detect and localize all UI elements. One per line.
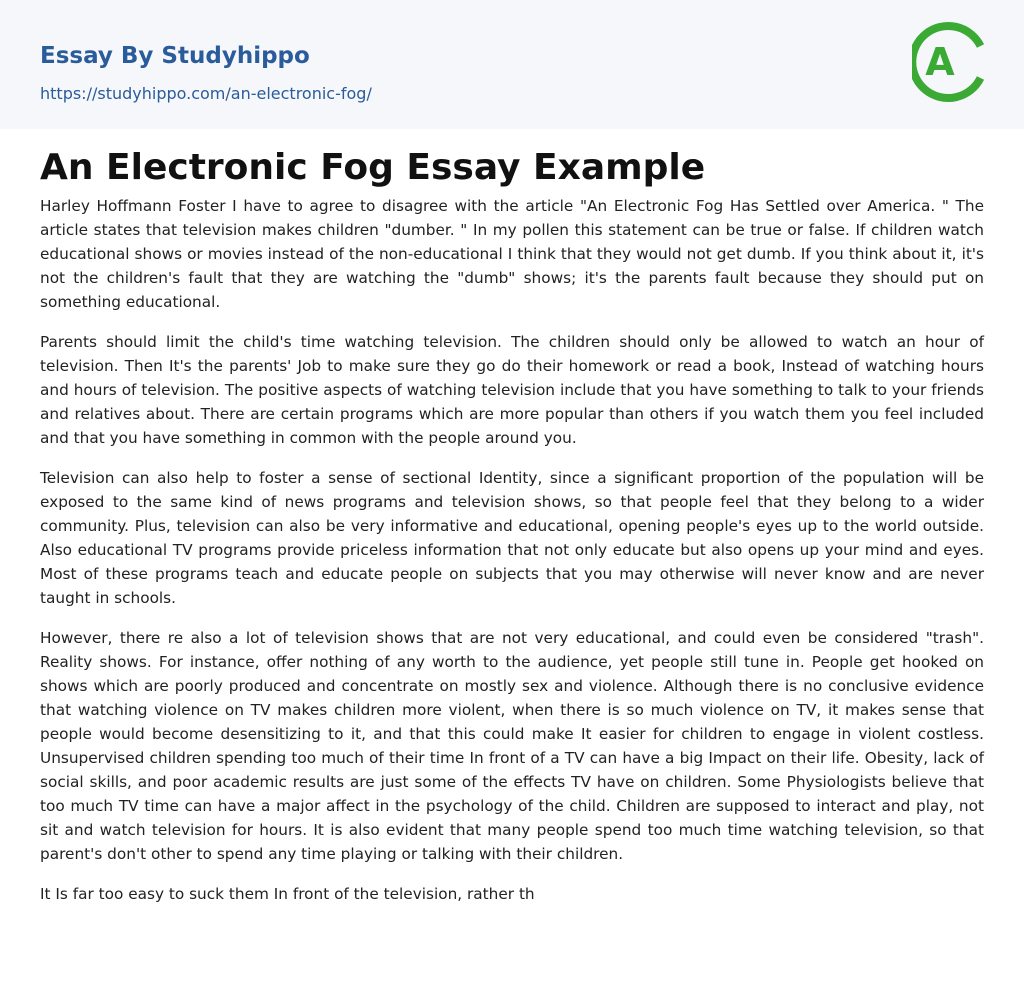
site-header: [0, 0, 1024, 129]
studyhippo-logo-icon[interactable]: [912, 19, 986, 105]
article-body: [0, 129, 1024, 906]
article-paragraph-4: However, there re also a lot of television shows that are not very educational, and could even be considered "trash". Reality shows. For instance, offer nothing of any worth to the audience, yet people still tune in. People get hooked on shows which are poorly produced and concentrate on mostly sex and violence. Although there is no conclusive evidence that watching violence on TV makes children more violent, when there is so much violence on TV, it makes sense that people would become desensitizing to it, and that this could make It easier for children to engage in violent costless. Unsupervised children spending too much of their time In front of a TV can have a big Impact on their life. Obesity, lack of social skills, and poor academic results are just some of the effects TV have on children. Some Physiologists believe that too much TV time can have a major affect in the psychology of the child. Children are supposed to interact and play, not sit and watch television for hours. It is also evident that many people spend too much time watching television, so that parent's don't other to spend any time playing or talking with their children.: [40, 629, 984, 863]
article-paragraph-5: It Is far too easy to suck them In front of the television, rather th: [40, 885, 535, 903]
article-paragraph-2: Parents should limit the child's time watching television. The children should only be allowed to watch an hour of television. Then It's the parents' Job to make sure they go do their homework or read a book, Instead of watching hours and hours of television. The positive aspects of watching television include that you have something to talk to your friends and relatives about. There are certain programs which are more popular than others if you watch them you feel included and that you have something in common with the people around you.: [40, 333, 984, 447]
article-url-link[interactable]: https://studyhippo.com/an-electronic-fog/: [40, 84, 372, 103]
site-brand[interactable]: Essay By Studyhippo: [40, 43, 310, 69]
article-paragraph-3: Television can also help to foster a sense of sectional Identity, since a significant proportion of the population will be exposed to the same kind of news programs and television shows, so that people feel that they belong to a wider community. Plus, television can also be very informative and educational, opening people's eyes up to the world outside. Also educational TV programs provide priceless information that not only educate but also opens up your mind and eyes. Most of these programs teach and educate people on subjects that you may otherwise will never know and are never taught in schools.: [40, 469, 984, 607]
article-paragraph-1: Harley Hoffmann Foster I have to agree to disagree with the article "An Electronic Fog Has Settled over America. " The article states that television makes children "dumber. " In my pollen this statement can be true or false. If children watch educational shows or movies instead of the non-educational I think that they would not get dumb. If you think about it, it's not the children's fault that they are watching the "dumb" shows; it's the parents fault because they should put on something educational.: [40, 197, 984, 311]
article-title: An Electronic Fog Essay Example: [40, 147, 706, 188]
logo-letter: A: [925, 40, 955, 84]
